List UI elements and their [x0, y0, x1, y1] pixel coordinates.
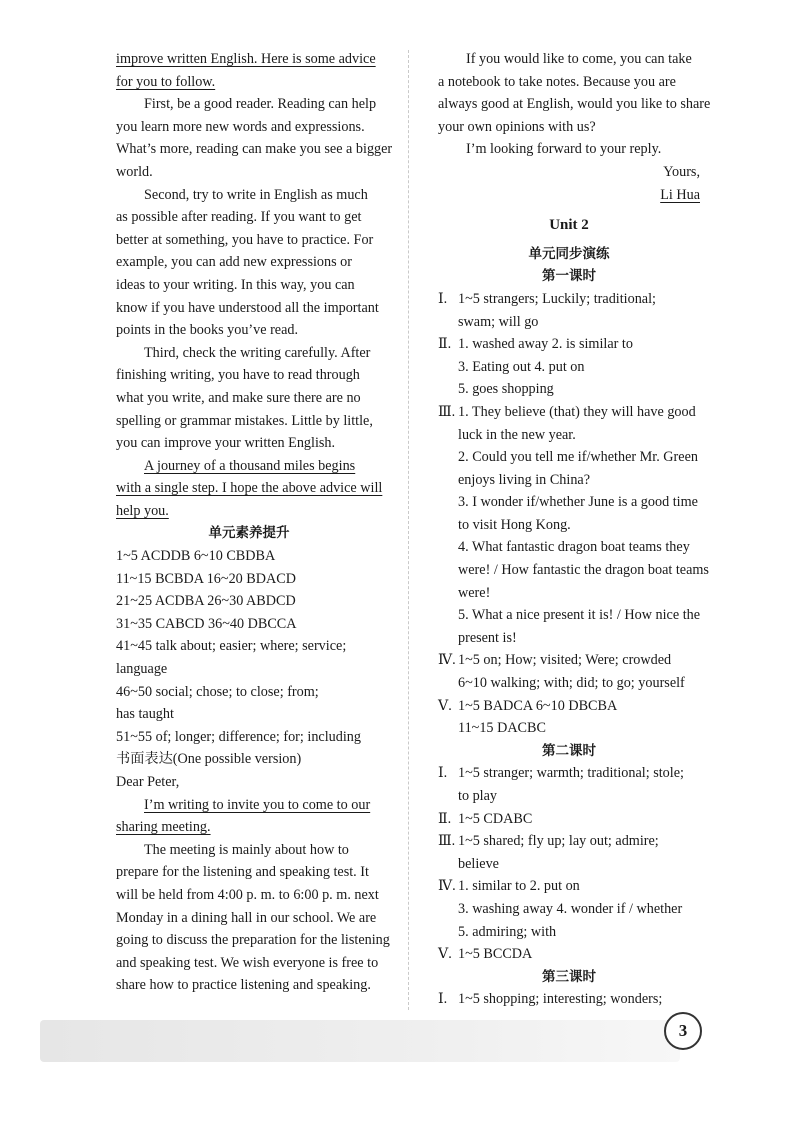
roman-numeral: Ⅰ. [438, 765, 448, 782]
roman-numeral: Ⅱ. [438, 810, 452, 827]
text-line: share how to practice listening and speaking. [116, 977, 371, 994]
text-line: you learn more new words and expressions. [116, 118, 365, 135]
text-line: you can improve your written English. [116, 435, 336, 452]
answer-line: 书面表达(One possible version) [116, 751, 302, 768]
answer-line: believe [458, 855, 499, 872]
text-line: spelling or grammar mistakes. Little by little, [116, 412, 373, 429]
answer-line: enjoys living in China? [458, 471, 591, 488]
answer-line: luck in the new year. [458, 426, 576, 443]
text-line: sharing meeting. [116, 819, 211, 836]
roman-numeral: Ⅳ. [438, 878, 456, 895]
roman-numeral: Ⅴ. [438, 697, 452, 714]
roman-numeral: Ⅰ. [438, 991, 448, 1008]
roman-numeral: Ⅱ. [438, 336, 452, 353]
question-group [438, 830, 700, 875]
question-group [438, 401, 709, 650]
answer-line: 5. goes shopping [458, 381, 554, 398]
text-line: as possible after reading. If you want to get [116, 209, 362, 226]
question-group [438, 943, 700, 966]
answer-line: 21~25 ACDBA 26~30 ABDCD [116, 593, 296, 610]
text-line: for you to follow. [116, 73, 216, 90]
text-line: a notebook to take notes. Because you are [438, 73, 676, 90]
answer-line: 1~5 BADCA 6~10 DBCBA [458, 697, 618, 714]
answer-line: 3. I wonder if/whether June is a good time [458, 494, 698, 511]
text-line: example, you can add new expressions or [116, 254, 352, 271]
answer-line: 1. washed away 2. is similar to [458, 336, 633, 353]
text-line: going to discuss the preparation for the listening [116, 932, 390, 949]
text-line: world. [116, 163, 153, 180]
answer-line: 1~5 shopping; interesting; wonders; [458, 991, 663, 1008]
answer-line: to play [458, 788, 498, 804]
answer-line: 11~15 BCBDA 16~20 BDACD [116, 570, 296, 587]
answer-line: 1~5 CDABC [458, 810, 533, 827]
answer-line: 11~15 DACBC [458, 720, 546, 737]
question-group [438, 808, 700, 831]
answer-line: language [116, 661, 168, 678]
right-column [438, 48, 711, 1011]
text-line: your own opinions with us? [438, 118, 596, 135]
answer-line: 6~10 walking; with; did; to go; yourself [458, 675, 685, 692]
letter-salutation: Dear Peter, [116, 774, 180, 790]
text-line: will be held from 4:00 p. m. to 6:00 p. m. next [116, 886, 379, 903]
roman-numeral: Ⅰ. [438, 290, 448, 307]
lesson-heading: 第一课时 [542, 268, 596, 285]
text-line: finishing writing, you have to read through [116, 367, 360, 384]
roman-numeral: Ⅴ. [438, 946, 452, 963]
text-line: Third, check the writing carefully. After [144, 344, 371, 361]
unit-title: Unit 2 [549, 217, 589, 234]
left-column [116, 48, 393, 997]
text-line: Second, try to write in English as much [144, 186, 368, 203]
text-line: and speaking test. We wish everyone is free to [116, 954, 379, 971]
answer-line: 1~5 stranger; warmth; traditional; stole; [458, 765, 684, 782]
answer-line: 1~5 shared; fly up; lay out; admire; [458, 833, 659, 850]
text-line: help you. [116, 502, 169, 519]
question-group [438, 762, 700, 807]
text-line: better at something, you have to practice. For [116, 231, 374, 248]
text-line: I’m looking forward to your reply. [466, 141, 662, 158]
answer-line: were! / How fantastic the dragon boat teams [458, 562, 709, 579]
footer-band [40, 1020, 680, 1062]
answer-line: swam; will go [458, 313, 539, 330]
answer-line: 3. Eating out 4. put on [458, 358, 585, 375]
question-group [438, 333, 700, 401]
question-group [438, 695, 700, 740]
question-group [438, 649, 700, 694]
text-line: ideas to your writing. In this way, you can [116, 276, 355, 293]
answer-line: 1. similar to 2. put on [458, 878, 580, 895]
answer-line: 2. Could you tell me if/whether Mr. Green [458, 449, 698, 466]
page-number: 3 [664, 1012, 702, 1050]
text-line: prepare for the listening and speaking test. It [116, 864, 369, 881]
text-line: If you would like to come, you can take [466, 51, 692, 67]
question-group [438, 875, 700, 943]
text-line: A journey of a thousand miles begins [144, 457, 356, 474]
lesson-heading: 第二课时 [542, 742, 596, 759]
answer-line: 46~50 social; chose; to close; from; [116, 683, 319, 700]
answer-line: to visit Hong Kong. [458, 516, 571, 533]
answer-line: 51~55 of; longer; difference; for; including [116, 728, 361, 745]
text-line: what you write, and make sure there are no [116, 389, 361, 406]
answer-line: 5. admiring; with [458, 923, 557, 940]
text-line: with a single step. I hope the above advice will [116, 480, 383, 497]
text-line: I’m writing to invite you to come to our [144, 796, 371, 813]
text-line: points in the books you’ve read. [116, 322, 299, 339]
question-group [438, 288, 700, 333]
answer-line: 31~35 CABCD 36~40 DBCCA [116, 615, 297, 632]
answer-line: 5. What a nice present it is! / How nice the [458, 607, 701, 624]
text-line: First, be a good reader. Reading can help [144, 96, 377, 113]
roman-numeral: Ⅲ. [438, 833, 456, 850]
text-line: Monday in a dining hall in our school. We are [116, 909, 377, 926]
answer-line: has taught [116, 706, 174, 723]
section-heading: 单元素养提升 [208, 525, 290, 542]
text-line: What’s more, reading can make you see a bigger [116, 141, 393, 158]
text-line: know if you have understood all the important [116, 299, 379, 316]
letter-signature: Li Hua [660, 186, 700, 203]
text-line: improve written English. Here is some advice [116, 51, 376, 67]
answer-line: 1~5 BCCDA [458, 946, 533, 963]
roman-numeral: Ⅳ. [438, 652, 456, 669]
answer-line: 1~5 ACDDB 6~10 CBDBA [116, 548, 276, 565]
letter-closing: Yours, [663, 163, 700, 180]
answer-line: 1~5 on; How; visited; Were; crowded [458, 652, 672, 669]
answer-line: present is! [458, 629, 517, 646]
question-group [438, 988, 700, 1011]
lesson-heading: 第三课时 [542, 968, 596, 985]
text-line: The meeting is mainly about how to [144, 841, 349, 858]
answer-line: 1~5 strangers; Luckily; traditional; [458, 290, 656, 307]
answer-line: 1. They believe (that) they will have good [458, 403, 696, 420]
roman-numeral: Ⅲ. [438, 403, 456, 420]
column-divider [408, 50, 409, 1010]
answer-line: 4. What fantastic dragon boat teams they [458, 539, 690, 556]
text-line: always good at English, would you like to share [438, 96, 711, 113]
answer-line: 41~45 talk about; easier; where; service; [116, 638, 347, 655]
section-heading: 单元同步演练 [528, 245, 610, 262]
answer-line: were! [458, 584, 491, 601]
answer-line: 3. washing away 4. wonder if / whether [458, 900, 683, 917]
